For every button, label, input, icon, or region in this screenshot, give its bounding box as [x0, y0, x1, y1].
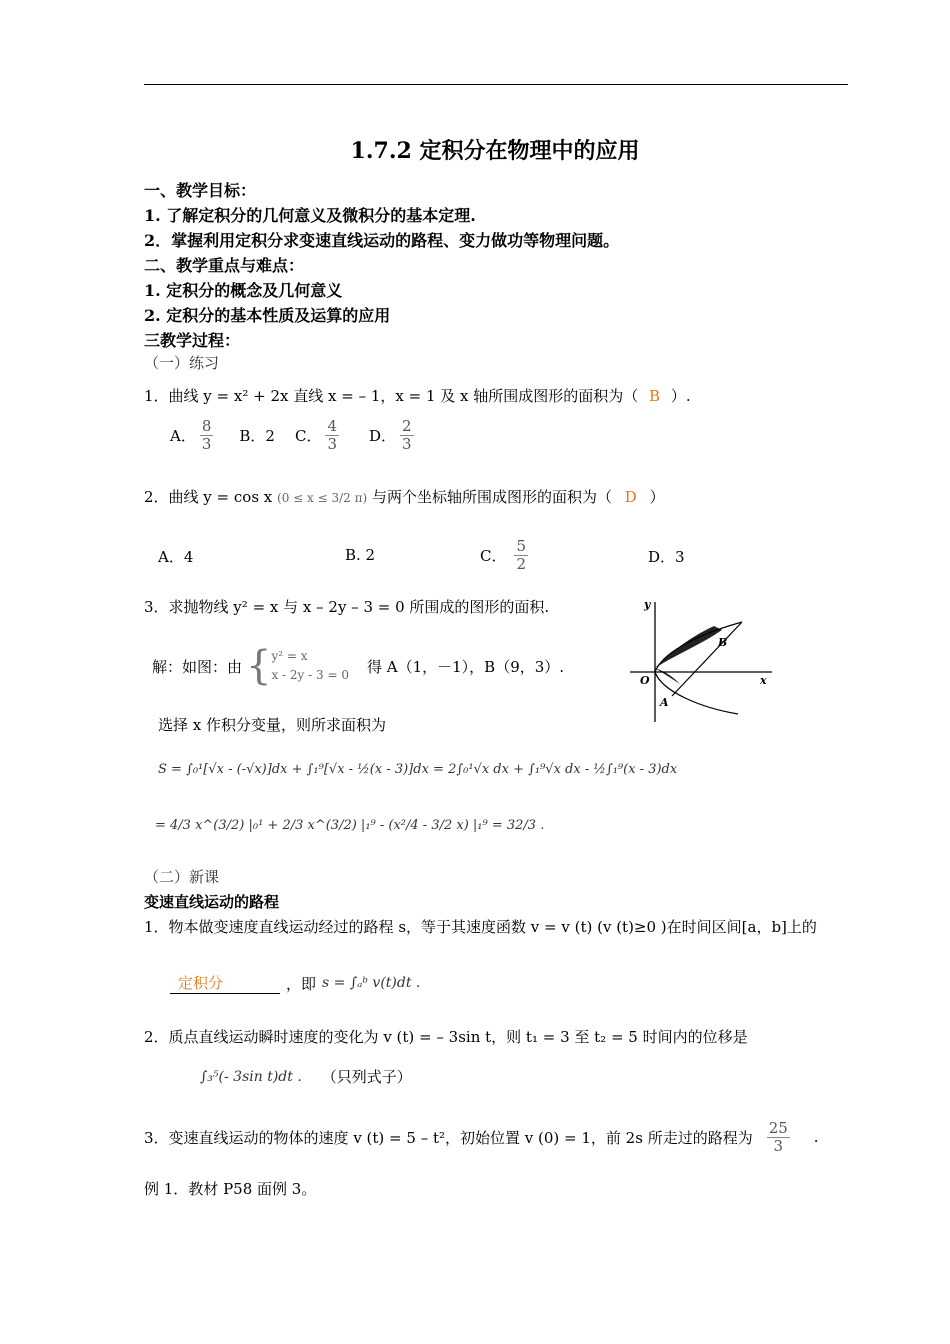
question-1-text: 1．曲线 y = x² + 2x 直线 x = – 1，x = 1 及 x 轴所围成图形的面积为（	[144, 387, 639, 405]
option-c-fraction	[514, 538, 528, 572]
lesson-item-2-formula-line	[200, 1066, 412, 1087]
section-heading-objectives: 一、教学目标：	[144, 181, 257, 200]
denominator: 3	[201, 434, 212, 453]
lesson-1-post: ，即	[286, 974, 317, 993]
answer-blank	[170, 972, 280, 994]
lesson-3-text: 3．变速直线运动的物体的速度 v (t) = 5 – t²，初始位置 v (0) = 1，前 2s 所走过的路程为	[144, 1128, 753, 1147]
origin-label: O	[640, 674, 650, 687]
lesson-1-formula: s = ∫ₐᵇ v(t)dt .	[322, 975, 421, 991]
section-heading-process: 三教学过程：	[144, 331, 241, 350]
option-b: B．2	[239, 426, 275, 445]
question-1-options	[170, 418, 414, 452]
solution-line	[152, 643, 565, 689]
example-1: 例 1．教材 P58 面例 3。	[144, 1180, 317, 1198]
q2-option-a: A．4	[158, 548, 194, 566]
solution-result: 得 A（1，－1），B（9，3）.	[366, 657, 565, 676]
section-heading-key-points: 二、教学重点与难点：	[144, 256, 305, 275]
numerator: 8	[201, 417, 212, 435]
equation-system: { y² = x x - 2y - 3 = 0	[246, 643, 349, 689]
parabola-line-graph	[622, 596, 782, 726]
denominator: 2	[516, 554, 527, 573]
option-a-fraction	[200, 418, 214, 452]
question-1-end: ）.	[670, 387, 691, 405]
lesson-1-answer: 定积分	[178, 974, 224, 992]
lesson-2-note: （只列式子）	[321, 1068, 412, 1086]
x-axis-label: x	[760, 674, 767, 687]
objective-item: 2．掌握利用定积分求变速直线运动的路程、变力做功等物理问题。	[144, 231, 620, 250]
header-rule	[144, 84, 848, 85]
denominator: 3	[327, 434, 337, 453]
part-label-new-lesson: （二）新课	[144, 868, 220, 886]
option-c-label: C．	[294, 426, 322, 445]
y-axis-label: y	[644, 598, 651, 611]
q2-option-c	[480, 538, 528, 572]
question-3: 3．求抛物线 y² = x 与 x – 2y – 3 = 0 所围成的图形的面积.	[144, 598, 550, 616]
system-eq-2: x - 2y - 3 = 0	[271, 668, 349, 682]
key-point-item: 1. 定积分的概念及几何意义	[144, 281, 343, 300]
numerator: 5	[516, 537, 527, 555]
lesson-3-end: .	[813, 1128, 819, 1146]
question-2-text: 2．曲线 y = cos x	[144, 488, 273, 506]
option-c-label: C．	[480, 546, 507, 565]
choose-variable-text: 选择 x 作积分变量，则所求面积为	[158, 716, 386, 734]
shaded-region-lower	[655, 668, 680, 684]
objective-item: 1. 了解定积分的几何意义及微积分的基本定理.	[144, 206, 476, 225]
question-2-text-post: 与两个坐标轴所围成图形的面积为（	[371, 488, 612, 506]
area-formula-1: S = ∫₀¹[√x - (-√x)]dx + ∫₁⁹[√x - ½(x - 3)]dx = 2∫₀¹√x dx + ∫₁⁹√x dx - ½∫₁⁹(x - 3)dx	[158, 762, 678, 777]
q2-option-b: B. 2	[345, 546, 376, 564]
option-d-fraction	[400, 418, 414, 452]
question-2-end: ）	[649, 488, 665, 506]
system-eq-1: y² = x	[271, 648, 308, 663]
numerator: 4	[327, 417, 337, 435]
lesson-2-formula: ∫₃⁵(- 3sin t)dt .	[200, 1068, 302, 1085]
question-1-answer: B	[649, 387, 661, 405]
option-d-label: D．	[369, 426, 397, 445]
point-a-label: A	[660, 696, 669, 709]
lesson-3-answer-fraction	[767, 1120, 790, 1154]
lesson-item-2: 2．质点直线运动瞬时速度的变化为 v (t) = – 3sin t，则 t₁ = 3 至 t₂ = 5 时间内的位移是	[144, 1028, 748, 1046]
point-b-label: B	[718, 636, 728, 649]
question-1	[144, 385, 691, 406]
page-title: 1.7.2 定积分在物理中的应用	[350, 138, 640, 164]
denominator: 3	[773, 1136, 784, 1155]
question-2	[144, 486, 665, 507]
denominator: 3	[402, 434, 412, 453]
solution-prefix: 解：如图：由	[152, 657, 243, 676]
option-c-fraction	[325, 418, 339, 452]
numerator: 25	[768, 1119, 788, 1137]
lesson-item-1-answer-line	[170, 972, 420, 994]
q2-option-d: D．3	[648, 548, 685, 566]
option-a-label: A．	[170, 426, 196, 445]
lesson-item-1: 1．物本做变速度直线运动经过的路程 s，等于其速度函数 v = v (t) (v (t)≥0 )在时间区间[a，b]上的	[144, 918, 817, 936]
part-label-exercise: （一）练习	[144, 354, 220, 372]
key-point-item: 2. 定积分的基本性质及运算的应用	[144, 306, 391, 325]
question-2-answer: D	[624, 488, 637, 506]
question-2-range: (0 ≤ x ≤ 3/2 π)	[277, 491, 368, 505]
parabola-upper	[655, 622, 742, 672]
numerator: 2	[402, 417, 412, 435]
new-lesson-heading: 变速直线运动的路程	[144, 893, 280, 911]
area-formula-2: = 4/3 x^(3/2) |₀¹ + 2/3 x^(3/2) |₁⁹ - (x²/4 - 3/2 x) |₁⁹ = 32/3 .	[155, 818, 545, 833]
lesson-item-3	[144, 1120, 819, 1154]
